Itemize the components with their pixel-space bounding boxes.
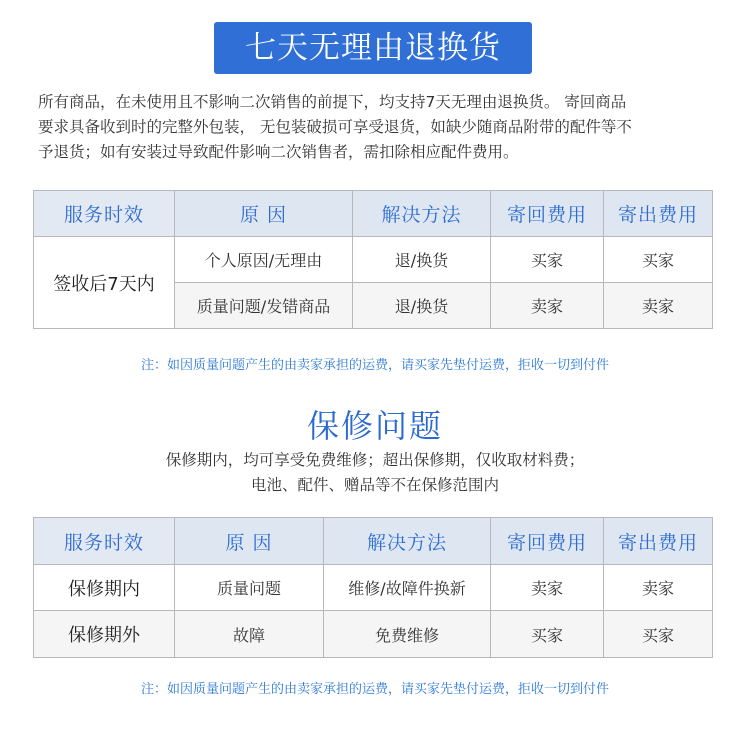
return-fee-cell: 卖家 bbox=[491, 565, 604, 611]
period-cell: 保修期内 bbox=[34, 565, 175, 611]
reason-cell: 故障 bbox=[175, 611, 324, 658]
warranty-description bbox=[0, 448, 750, 498]
warranty-line: 保修期内，均可享受免费维修；超出保修期，仅收取材料费； bbox=[165, 451, 585, 469]
solution-cell: 退/换货 bbox=[353, 283, 491, 329]
header-send-fee: 寄出费用 bbox=[604, 191, 713, 237]
table-row bbox=[34, 611, 713, 658]
shipping-note: 注：如因质量问题产生的由卖家承担的运费，请买家先垫付运费，拒收一切到付件 bbox=[140, 358, 609, 373]
warranty-table bbox=[33, 517, 713, 658]
reason-cell: 质量问题 bbox=[175, 565, 324, 611]
period-cell: 签收后7天内 bbox=[34, 237, 175, 329]
header-reason: 原 因 bbox=[175, 518, 324, 565]
header-service-period: 服务时效 bbox=[34, 191, 175, 237]
return-fee-cell: 买家 bbox=[491, 611, 604, 658]
header-service-period: 服务时效 bbox=[34, 518, 175, 565]
solution-cell: 维修/故障件换新 bbox=[324, 565, 491, 611]
header-reason: 原 因 bbox=[175, 191, 353, 237]
table-row bbox=[34, 237, 713, 283]
intro-line: 所有商品，在未使用且不影响二次销售的前提下，均支持7天无理由退换货。 寄回商品 bbox=[38, 93, 627, 111]
send-fee-cell: 卖家 bbox=[604, 283, 713, 329]
send-fee-cell: 买家 bbox=[604, 611, 713, 658]
table-header-row bbox=[34, 191, 713, 237]
reason-cell: 个人原因/无理由 bbox=[175, 237, 353, 283]
intro-line: 要求具备收到时的完整外包装， 无包装破损可享受退货，如缺少随商品附带的配件等不 bbox=[38, 118, 632, 136]
return-fee-cell: 卖家 bbox=[491, 283, 604, 329]
header-return-fee: 寄回费用 bbox=[491, 518, 604, 565]
return-fee-cell: 买家 bbox=[491, 237, 604, 283]
header-return-fee: 寄回费用 bbox=[491, 191, 604, 237]
warranty-title: 保修问题 bbox=[306, 407, 443, 445]
table-row bbox=[34, 565, 713, 611]
shipping-note: 注：如因质量问题产生的由卖家承担的运费，请买家先垫付运费，拒收一切到付件 bbox=[140, 682, 609, 697]
warranty-line: 电池、配件、赠品等不在保修范围内 bbox=[250, 476, 499, 494]
header-solution: 解决方法 bbox=[353, 191, 491, 237]
return-policy-intro bbox=[38, 90, 718, 165]
header-send-fee: 寄出费用 bbox=[604, 518, 713, 565]
return-policy-title: 七天无理由退换货 bbox=[214, 22, 532, 74]
solution-cell: 免费维修 bbox=[324, 611, 491, 658]
send-fee-cell: 买家 bbox=[604, 237, 713, 283]
return-policy-table bbox=[33, 190, 713, 329]
send-fee-cell: 卖家 bbox=[604, 565, 713, 611]
table-header-row bbox=[34, 518, 713, 565]
solution-cell: 退/换货 bbox=[353, 237, 491, 283]
reason-cell: 质量问题/发错商品 bbox=[175, 283, 353, 329]
period-cell: 保修期外 bbox=[34, 611, 175, 658]
intro-line: 予退货；如有安装过导致配件影响二次销售者，需扣除相应配件费用。 bbox=[38, 143, 519, 161]
header-solution: 解决方法 bbox=[324, 518, 491, 565]
